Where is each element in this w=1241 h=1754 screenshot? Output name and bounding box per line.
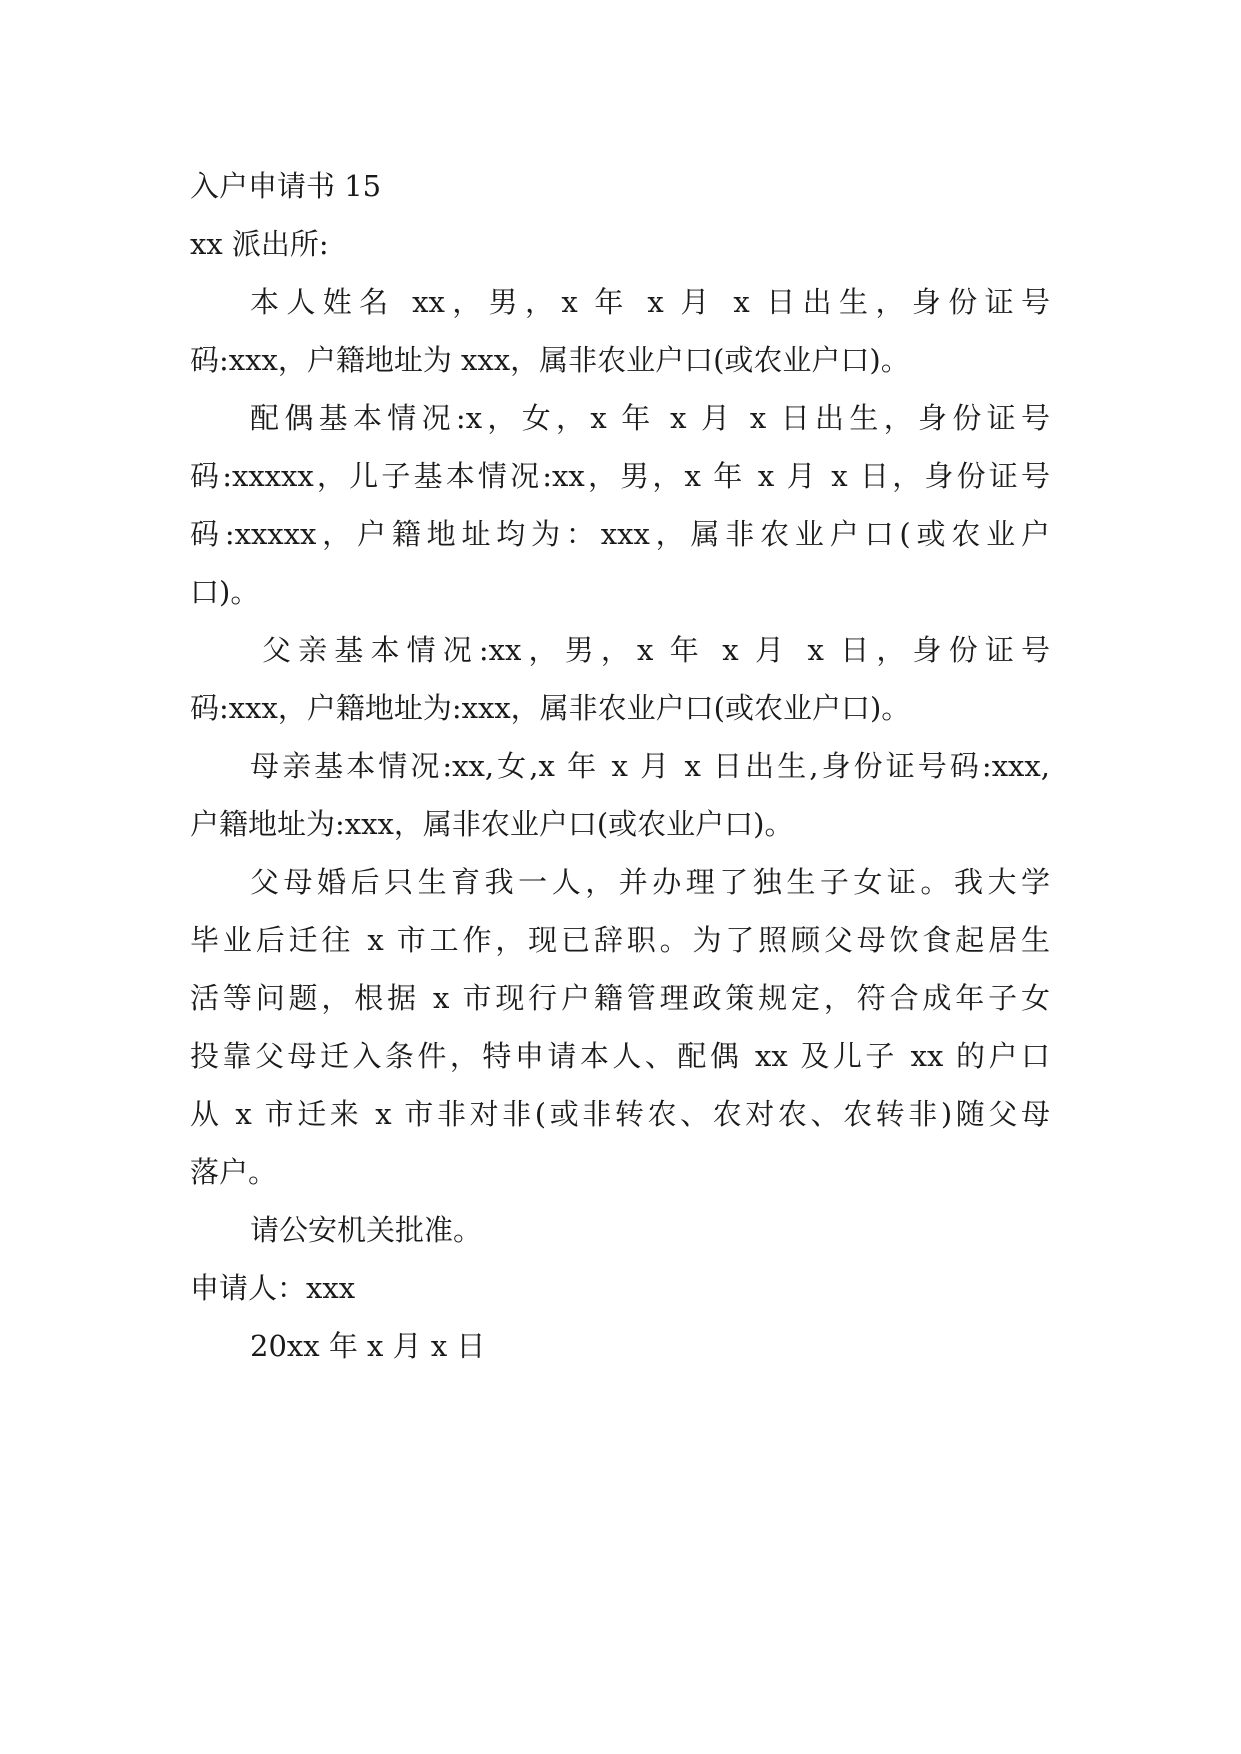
applicant-signature: 申请人：xxx	[190, 1271, 356, 1305]
salutation: xx 派出所:	[190, 227, 329, 261]
paragraph-line: 户籍地址为:xxx，属非农业户口(或农业户口)。	[190, 807, 794, 841]
paragraph-line: 母亲基本情况:xx,女,x 年 x 月 x 日出生,身份证号码:xxx,	[250, 749, 1050, 783]
paragraph-line: 码:xxx，户籍地址为 xxx，属非农业户口(或农业户口)。	[190, 343, 910, 377]
paragraph-line: 父母婚后只生育我一人，并办理了独生子女证。我大学	[250, 865, 1050, 899]
paragraph-line: 码:xxx，户籍地址为:xxx，属非农业户口(或农业户口)。	[190, 691, 911, 725]
paragraph-line: 本人姓名 xx，男，x 年 x 月 x 日出生，身份证号	[250, 285, 1050, 319]
paragraph-line: 配偶基本情况:x，女，x 年 x 月 x 日出生，身份证号	[250, 401, 1050, 435]
paragraph-line: 落户。	[190, 1155, 278, 1189]
paragraph-line: 码:xxxxx，户籍地址均为：xxx，属非农业户口(或农业户	[190, 517, 1050, 551]
paragraph-line: 活等问题，根据 x 市现行户籍管理政策规定，符合成年子女	[190, 981, 1050, 1015]
paragraph-line: 父亲基本情况:xx，男，x 年 x 月 x 日，身份证号	[262, 633, 1050, 667]
application-date: 20xx 年 x 月 x 日	[250, 1329, 486, 1363]
paragraph-line: 码:xxxxx，儿子基本情况:xx，男，x 年 x 月 x 日，身份证号	[190, 459, 1050, 493]
paragraph-line: 口)。	[190, 575, 260, 609]
paragraph-line: 从 x 市迁来 x 市非对非(或非转农、农对农、农转非)随父母	[190, 1097, 1050, 1131]
paragraph-line: 投靠父母迁入条件，特申请本人、配偶 xx 及儿子 xx 的户口	[190, 1039, 1050, 1073]
document-title: 入户申请书 15	[190, 169, 382, 203]
paragraph-line: 毕业后迁往 x 市工作，现已辞职。为了照顾父母饮食起居生	[190, 923, 1050, 957]
paragraph-line: 请公安机关批准。	[250, 1213, 483, 1247]
